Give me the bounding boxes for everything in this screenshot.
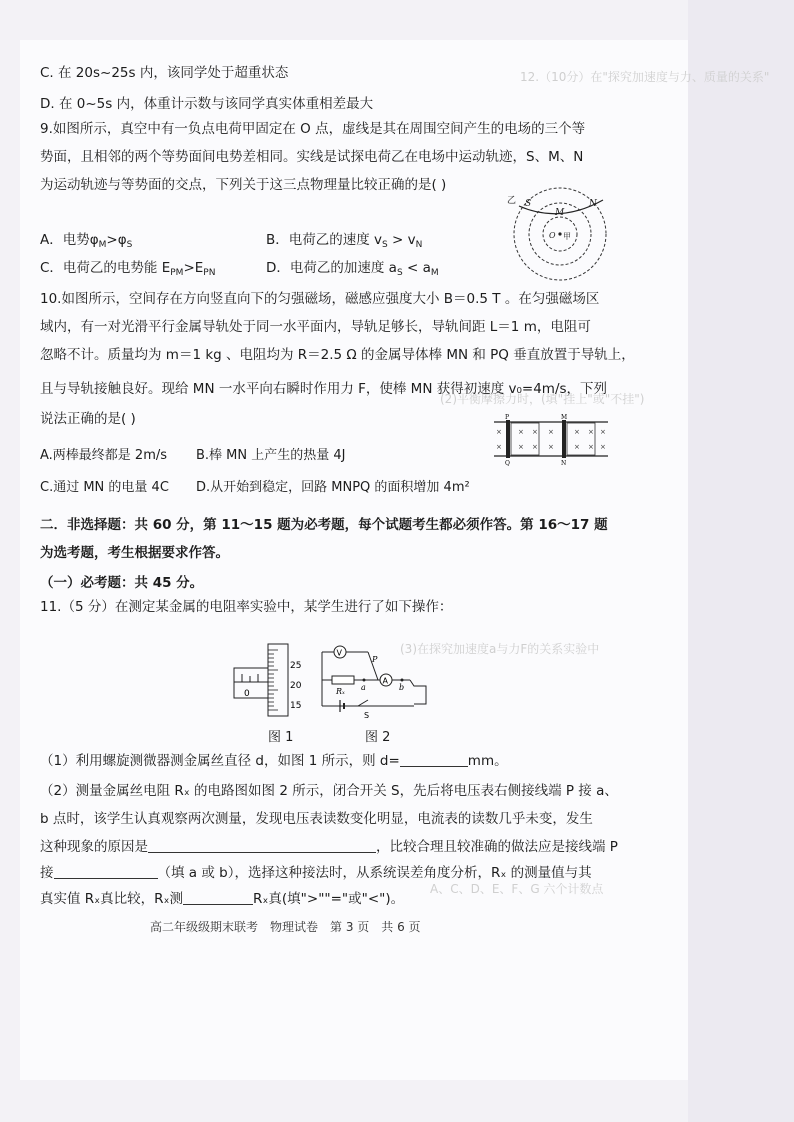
point-o — [558, 232, 561, 235]
q8-option-c: C. 在 20s~25s 内，该同学处于超重状态 — [40, 65, 289, 81]
label-o: O — [549, 231, 556, 240]
label-m: M — [561, 414, 568, 421]
switch-label: S — [364, 711, 370, 720]
label-charge: 甲 — [563, 232, 571, 241]
label-n: N — [561, 460, 567, 466]
q11-part2-line3: 这种现象的原因是 ，比较合理且较准确的做法应是接线端 P — [40, 839, 618, 855]
page-footer: 高二年级级期末联考 物理试卷 第 3 页 共 6 页 — [150, 920, 421, 934]
rod-pq — [506, 420, 510, 458]
bleed-through-text: (3)在探究加速度a与力F的关系实验中 — [400, 642, 600, 656]
q10-stem-line3: 忽略不计。质量均为 m＝1 kg 、电阻均为 R＝2.5 Ω 的金属导体棒 MN 和 PQ 垂直放置于导轨上， — [40, 347, 635, 363]
q9-stem-line1: 9.如图所示，真空中有一负点电荷甲固定在 O 点，虚线是其在周围空间产生的电场的三个等 — [40, 121, 586, 137]
thimble-label-15: 15 — [290, 701, 302, 711]
answer-blank-terminal[interactable] — [54, 866, 158, 879]
q10-option-c: C.通过 MN 的电量 4C — [40, 480, 169, 495]
q11-part2-line1: （2）测量金属丝电阻 Rₓ 的电路图如图 2 所示，闭合开关 S，先后将电压表右侧接线端 P 接 a、 — [40, 783, 618, 799]
scan-margin — [688, 0, 794, 1122]
answer-blank-d[interactable] — [400, 754, 468, 767]
answer-blank-compare[interactable] — [183, 892, 253, 905]
thimble-ticks — [268, 650, 278, 710]
svg-text:×: × — [600, 443, 606, 451]
q10-rails-figure — [492, 412, 610, 466]
svg-text:×: × — [574, 443, 580, 451]
label-p: P — [505, 414, 510, 421]
bleed-through-text: (2)平衡摩擦力时，(填"挂上"或"不挂") — [440, 392, 645, 406]
node-a-label: a — [361, 683, 366, 692]
circuit-figure — [318, 640, 440, 720]
q9-option-a: A．电势$\varphi_M>\varphi_S$ — [40, 232, 133, 250]
svg-text:×: × — [496, 443, 502, 451]
q8-option-d: D. 在 0~5s 内，体重计示数与该同学真实体重相差最大 — [40, 96, 374, 112]
section2-title-line1: 二．非选择题：共 60 分，第 11～15 题为必考题，每个试题考生都必须作答。第 16～17 题 — [40, 517, 608, 533]
node-a — [363, 679, 366, 682]
q10-stem-line4: 且与导轨接触良好。现给 MN 一水平向右瞬时作用力 F，使棒 MN 获得初速度 v₀=4m/s，下列 — [40, 381, 608, 397]
q9-stem-line2: 势面，且相邻的两个等势面间电势差相同。实线是试探电荷乙在电场中运动轨迹，S、M、N — [40, 149, 584, 165]
section2-title-line2: 为选考题，考生根据要求作答。 — [40, 545, 229, 561]
label-s: S — [525, 199, 532, 209]
node-b-label: b — [399, 683, 405, 692]
svg-text:×: × — [518, 428, 524, 436]
rheostat — [410, 680, 426, 704]
q11-part2-line5: 真实值 Rₓ真比较，Rₓ测 Rₓ真(填">""="或"<")。 — [40, 891, 405, 907]
svg-text:×: × — [600, 428, 606, 436]
thimble-label-20: 20 — [290, 681, 302, 691]
answer-blank-reason[interactable] — [148, 840, 376, 853]
q9-option-b: B．电荷乙的速度 $v_S > v_N$ — [266, 232, 423, 250]
ammeter-label: A — [382, 676, 388, 686]
micrometer-sleeve — [234, 668, 268, 698]
label-n: N — [589, 199, 597, 209]
node-b — [401, 679, 404, 682]
resistor-rx — [332, 676, 354, 684]
thimble-label-25: 25 — [290, 661, 302, 671]
label-probe: 乙 — [507, 196, 517, 206]
svg-text:×: × — [548, 443, 554, 451]
q10-option-d: D.从开始到稳定，回路 MNPQ 的面积增加 4m² — [196, 480, 470, 495]
q10-stem-line5: 说法正确的是( ) — [40, 411, 136, 427]
resistor-label: Rₓ — [336, 687, 345, 696]
probe-p-label: P — [372, 655, 378, 664]
fig1-caption: 图 1 — [268, 730, 294, 745]
q10-option-a: A.两棒最终都是 2m/s — [40, 448, 168, 463]
svg-text:×: × — [588, 443, 594, 451]
svg-text:×: × — [532, 443, 538, 451]
svg-text:×: × — [496, 428, 502, 436]
voltmeter-label: V — [336, 648, 342, 658]
q10-stem-line2: 域内，有一对光滑平行金属导轨处于同一水平面内，导轨足够长，导轨间距 L＝1 m，电阻可 — [40, 319, 591, 335]
q9-option-d: D．电荷乙的加速度 $a_S < a_M$ — [266, 260, 439, 278]
q10-option-b: B.棒 MN 上产生的热量 4J — [196, 448, 346, 463]
svg-text:×: × — [574, 428, 580, 436]
micrometer-figure — [232, 640, 314, 720]
svg-text:×: × — [518, 443, 524, 451]
q11-part2-line4: 接 （填 a 或 b），选择这种接法时，从系统误差角度分析，Rₓ 的测量值与其 — [40, 865, 592, 881]
svg-text:×: × — [588, 428, 594, 436]
q11-part1: （1）利用螺旋测微器测金属丝直径 d，如图 1 所示，则 d= mm。 — [40, 753, 508, 769]
section2-subtitle: （一）必考题：共 45 分。 — [40, 575, 204, 591]
q11-part2-line2: b 点时，该学生认真观察两次测量，发现电压表读数变化明显，电流表的读数几乎未变，发生 — [40, 811, 593, 827]
label-m: M — [555, 208, 565, 218]
rod-mn — [562, 420, 566, 458]
label-q: Q — [505, 460, 510, 466]
q10-stem-line1: 10.如图所示，空间存在方向竖直向下的匀强磁场，磁感应强度大小 B＝0.5 T 。在匀强磁场区 — [40, 291, 600, 307]
bleed-through-text: A、C、D、E、F、G 六个计数点 — [430, 882, 604, 896]
q9-stem-line3: 为运动轨迹与等势面的交点，下列关于这三点物理量比较正确的是( ) — [40, 177, 447, 193]
fig2-caption: 图 2 — [365, 730, 391, 745]
q11-stem: 11.（5 分）在测定某金属的电阻率实验中，某学生进行了如下操作： — [40, 599, 453, 615]
svg-text:×: × — [548, 428, 554, 436]
bleed-through-text: 12.（10分）在"探究加速度与力、质量的关系" — [520, 70, 770, 84]
sleeve-ticks — [242, 674, 258, 682]
q9-equipotential-figure — [505, 186, 615, 286]
sleeve-zero: 0 — [244, 689, 250, 699]
field-crosses — [496, 428, 606, 451]
micrometer-thimble — [268, 644, 288, 716]
q9-option-c: C．电荷乙的电势能 $E_{PM}>E_{PN}$ — [40, 260, 216, 278]
svg-text:×: × — [532, 428, 538, 436]
switch-s — [358, 700, 368, 706]
